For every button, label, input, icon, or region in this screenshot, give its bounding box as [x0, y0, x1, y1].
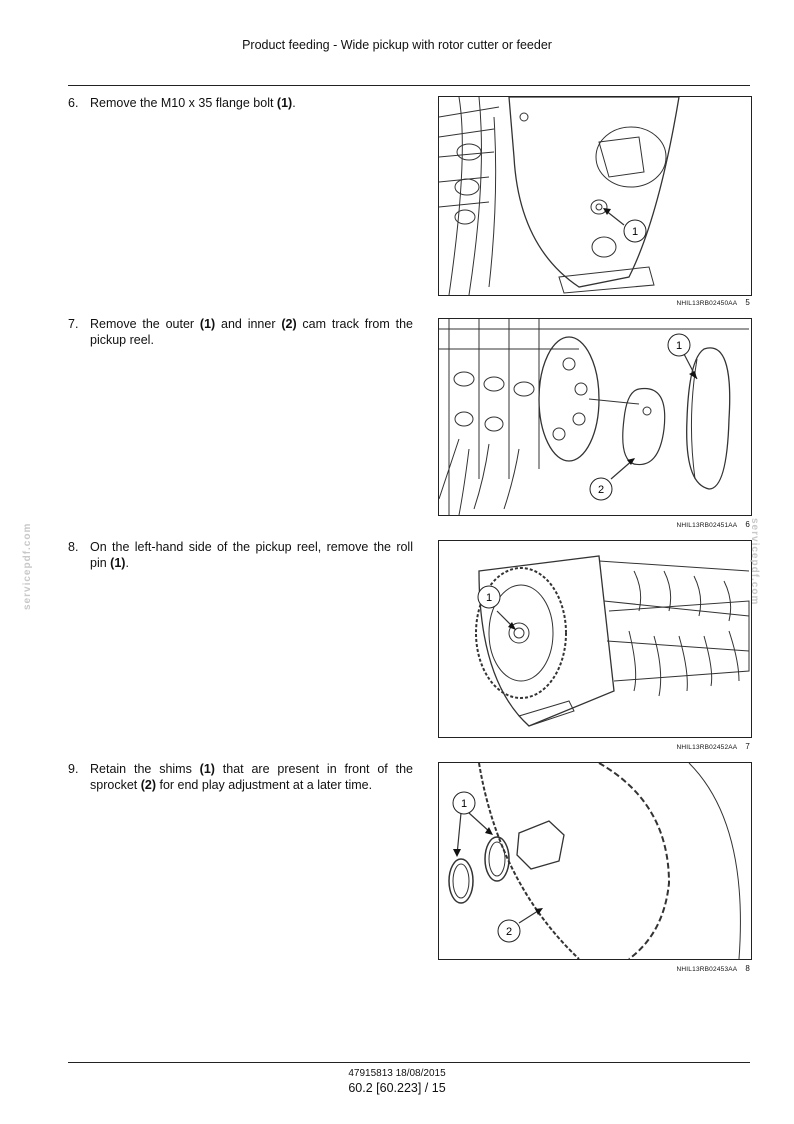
step-number: 7. [68, 317, 79, 331]
step-number: 8. [68, 540, 79, 554]
watermark-right: servicepdf.com [749, 518, 760, 606]
callout-reference: (1) [199, 317, 216, 331]
figure-number: 8 [745, 964, 750, 973]
callout-1: 1 [675, 340, 683, 352]
roll-pin-illustration [439, 541, 751, 737]
footer-document-id: 47915813 18/08/2015 [348, 1068, 446, 1079]
figure-code: NHIL13RB02450AA [676, 300, 738, 307]
callout-1: 1 [460, 798, 468, 810]
page-header-title: Product feeding - Wide pickup with rotor cutter or feeder [242, 38, 552, 52]
figure-number: 7 [745, 742, 750, 751]
step-7 [68, 316, 413, 348]
figure-number: 6 [745, 520, 750, 529]
callout-1: 1 [485, 592, 493, 604]
figure-caption [677, 742, 750, 751]
callout-2: 2 [505, 926, 513, 938]
step-number: 9. [68, 762, 79, 776]
flange-bolt-illustration [439, 97, 751, 295]
callout-2: 2 [597, 484, 605, 496]
figure-code: NHIL13RB02453AA [676, 966, 738, 973]
step-number: 6. [68, 96, 79, 110]
shims-sprocket-illustration [439, 763, 751, 959]
callout-reference: (2) [281, 317, 297, 331]
step-text: On the left-hand side of the pickup reel, remove the roll pin (1). [90, 540, 413, 570]
figure-caption [677, 298, 750, 307]
callout-reference: (2) [140, 778, 156, 792]
figure-caption [677, 964, 750, 973]
watermark-left: servicepdf.com [22, 522, 33, 610]
footer-page-number: 60.2 [60.223] / 15 [348, 1081, 446, 1095]
callout-reference: (1) [276, 96, 293, 110]
step-text: Retain the shims (1) that are present in front of the sprocket (2) for end play adjustment at a later time. [90, 762, 413, 792]
figure-5 [438, 96, 752, 296]
step-8 [68, 539, 413, 571]
figure-code: NHIL13RB02452AA [676, 744, 738, 751]
figure-caption [677, 520, 750, 529]
callout-1: 1 [631, 226, 639, 238]
callout-reference: (1) [110, 556, 126, 570]
step-text: Remove the M10 x 35 flange bolt (1). [90, 96, 296, 110]
cam-track-illustration [439, 319, 751, 515]
step-text: Remove the outer (1) and inner (2) cam track from the pickup reel. [90, 317, 413, 347]
figure-6 [438, 318, 752, 516]
figure-number: 5 [745, 298, 750, 307]
callout-reference: (1) [199, 762, 215, 776]
figure-8 [438, 762, 752, 960]
figure-7 [438, 540, 752, 738]
header-rule [68, 85, 750, 86]
step-6 [68, 95, 413, 111]
footer-rule [68, 1062, 750, 1063]
figure-code: NHIL13RB02451AA [676, 522, 738, 529]
step-9 [68, 761, 413, 793]
